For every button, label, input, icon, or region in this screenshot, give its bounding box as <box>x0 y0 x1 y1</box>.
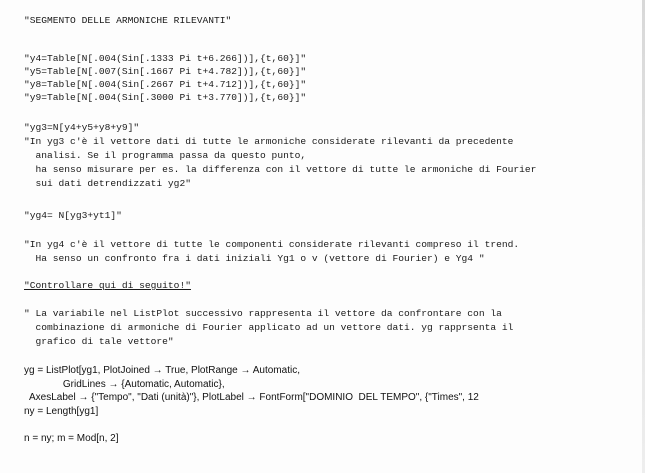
comment-line: analisi. Se il programma passa da questo punto, <box>24 150 307 161</box>
code-line-y9: "y9=Table[N[.004(Sin[.3000 Pi t+3.770])],{t,60}]" <box>24 92 307 103</box>
code-line-yg4: "yg4= N[yg3+yt1]" <box>24 210 122 221</box>
section-title: "SEGMENTO DELLE ARMONICHE RILEVANTI" <box>24 15 232 26</box>
comment-line: ha senso misurare per es. la differenza con il vettore di tutte le armoniche di Fourier <box>24 164 537 175</box>
comment-line: " La variabile nel ListPlot successivo rappresenta il vettore da confrontare con la <box>24 308 502 319</box>
comment-line: Ha senso un confronto fra i dati iniziali Yg1 o v (vettore di Fourier) e Yg4 " <box>24 253 485 264</box>
check-note: "Controllare qui di seguito!" <box>24 280 191 291</box>
comment-line: sui dati detrendizzati yg2" <box>24 178 191 189</box>
comment-line: combinazione di armoniche di Fourier applicato ad un vettore dati. yg rapprsenta il <box>24 322 514 333</box>
code-line-y8: "y8=Table[N[.004(Sin[.2667 Pi t+4.712])],{t,60}]" <box>24 79 307 90</box>
code-line-y4: "y4=Table[N[.004(Sin[.1333 Pi t+6.266])],{t,60}]" <box>24 53 307 64</box>
input-line-listplot: yg = ListPlot[yg1, PlotJoined → True, PlotRange → Automatic, <box>24 365 300 376</box>
input-line-mod: n = ny; m = Mod[n, 2] <box>24 433 119 444</box>
input-line-length: ny = Length[yg1] <box>24 406 99 417</box>
comment-line: "In yg4 c'è il vettore di tutte le componenti considerate rilevanti compreso il trend. <box>24 239 520 250</box>
comment-line: "In yg3 c'è il vettore dati di tutte le armoniche considerate rilevanti da precedente <box>24 136 514 147</box>
input-line-axeslabel: AxesLabel → {"Tempo", "Dati (unità)"}, PlotLabel → FontForm["DOMINIO DEL TEMPO", {"Times", 12 <box>24 392 479 403</box>
comment-line: grafico di tale vettore" <box>24 336 174 347</box>
input-line-gridlines: GridLines → {Automatic, Automatic}, <box>24 379 225 390</box>
code-line-y5: "y5=Table[N[.007(Sin[.1667 Pi t+4.782])],{t,60}]" <box>24 66 307 77</box>
code-line-yg3: "yg3=N[y4+y5+y8+y9]" <box>24 122 140 133</box>
